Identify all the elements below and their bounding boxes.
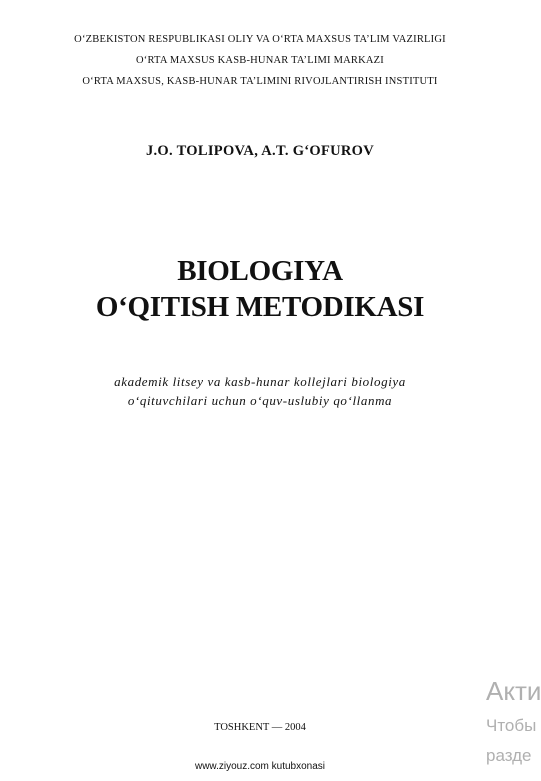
activation-watermark-title: Акти — [486, 676, 541, 706]
activation-watermark-line-2: разде — [486, 746, 532, 765]
center-line: O‘RTA MAXSUS KASB-HUNAR TA’LIMI MARKAZI — [136, 55, 384, 66]
activation-watermark-line-1: Чтобы — [486, 716, 537, 735]
ministry-line: O‘ZBEKISTON RESPUBLIKASI OLIY VA O‘RTA MAXSUS TA’LIM VAZIRLIGI — [74, 34, 446, 45]
institute-line: O‘RTA MAXSUS, KASB-HUNAR TA’LIMINI RIVOJLANTIRISH INSTITUTI — [82, 76, 438, 87]
title-line-1: BIOLOGIYA — [177, 255, 343, 287]
title-line-2: O‘QITISH METODIKASI — [95, 291, 425, 323]
subtitle-line-2: o‘qituvchilari uchun o‘quv-uslubiy qo‘llanma — [127, 393, 393, 408]
subtitle-line-1: akademik litsey va kasb-hunar kollejlari biologiya — [114, 374, 406, 389]
city-year: TOSHKENT — 2004 — [214, 722, 306, 733]
website-footer: www.ziyouz.com kutubxonasi — [194, 761, 326, 772]
authors: J.O. TOLIPOVA, A.T. G‘OFUROV — [145, 143, 375, 159]
